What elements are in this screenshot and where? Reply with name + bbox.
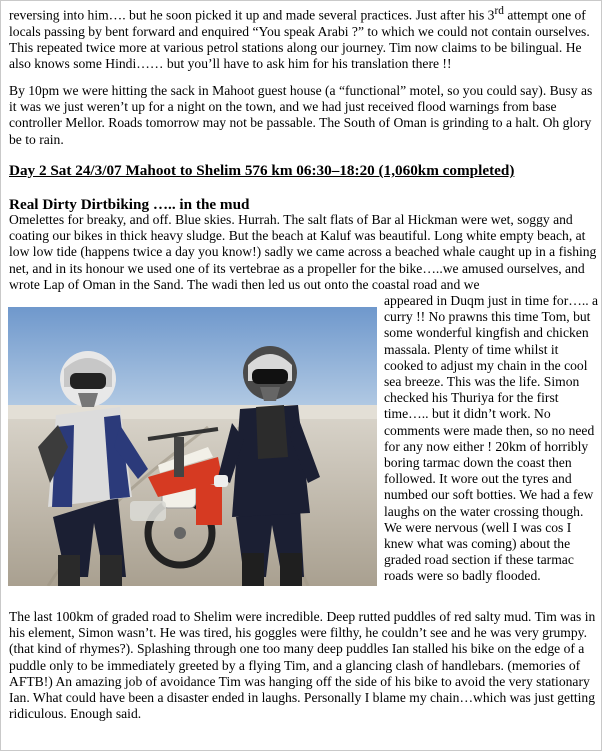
section-heading: Real Dirty Dirtbiking ….. in the mud [9,196,250,213]
paragraph-1-text-start: reversing into him…. but he soon picked it up and made several practices. Just after his 3 [9,7,495,23]
paragraph-practice-arabic [9,3,599,72]
riders-beach-photo [8,307,377,586]
sky [8,307,377,419]
ordinal-suffix: rd [494,5,504,17]
paragraph-graded-road: The last 100km of graded road to Shelim were incredible. Deep rutted puddles of red salty mud. Tim was in his element, Simon wasn’t. He was tired, his goggles were filthy, he couldn’t see and he was very grumpy. (that kind of rhymes?). Splashing through one too many deep puddles Ian stalled his bike on the edge of a puddle only to be immediately greeted by a flying Tim, and a glancing clash of handlebars. (memories of AFTB!) An amazing job of avoidance Tim was hanging off the side of his bike to avoid the very stationary Ian. What could have been a disaster ended in laughs. Personally I blame my chain…which was just getting ridiculous. Enough said. [9,609,596,722]
paragraph-salt-flats: Omelettes for breaky, and off. Blue skies. Hurrah. The salt flats of Bar al Hickman were wet, soggy and coating our bikes in thick heavy sludge. But the beach at Kaluf was beautiful. Long white empty beach, at low low tide (happens twice a day you know!) sadly we came across a beached whale caught up in a fishing net, and in its honour we used one of its vertebrae as a propeller for the bike…..we amused ourselves, and wrote Lap of Oman in the Sand. The wadi then led us out onto the coastal road and we [9,212,597,292]
paragraph-mahoot-guest-house: By 10pm we were hitting the sack in Mahoot guest house (a “functional” motel, so you could say). Busy as it was we just weren’t up for a night on the town, and we had just received flood warnings from base controller Mellor. Roads tomorrow may not be passable. The South of Oman is grinding to a halt. Oh glory be to rain. [9,83,593,147]
paragraph-1-text-end: attempt one of locals passing by bent forward and enquired “You speak Arabi ?” to which we could not contain ourselves. This repeated twice more at various petrol stations along our journey. Tim now claims to be bilingual. He also knows some Hindi…… but you’ll have to ask him for his translation there !! [9,7,590,72]
day-heading: Day 2 Sat 24/3/07 Mahoot to Shelim 576 km 06:30–18:20 (1,060km completed) [9,162,515,179]
paragraph-duqm-curry: appeared in Duqm just in time for….. a curry !! No prawns this time Tom, but some wonderful kingfish and chicken massala. Plenty of time whilst it cooked to adjust my chain in the cool sea breeze. This was the life. Simon checked his Thuriya for the first time….. but it didn’t work. No comments were made then, so no need for any now either ! 20km of horribly boring tarmac down the coast then followed. It wore out the tyres and numbed our soft botties. We had a few laughs on the water crossing though. We were nervous (well I was cos I knew what was coming) about the graded road section if these tarmac roads were so badly flooded. [384,293,599,584]
